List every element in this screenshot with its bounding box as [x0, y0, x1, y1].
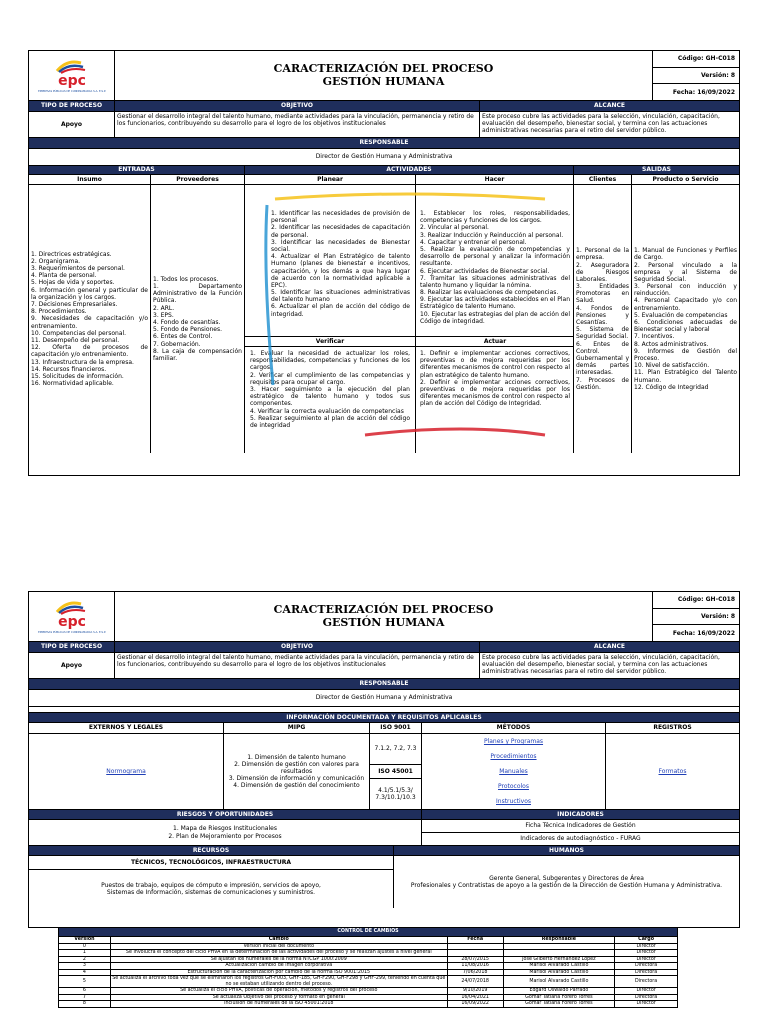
cliente-item: 7. Procesos de Gestión. [576, 376, 629, 391]
metodos-header: MÉTODOS [422, 723, 606, 734]
metodos-cell [422, 734, 606, 810]
metodo-link[interactable]: Manuales [499, 767, 528, 775]
alcance-header: ALCANCE [480, 642, 739, 653]
tipo-proceso-header: TIPO DE PROCESO [29, 101, 115, 112]
control-cambios-cell: Estructuración de la caracterización por cambio de la norma ISO 9001:2015 [111, 970, 448, 976]
tecnicos-cell [29, 856, 394, 908]
humanos-value-2: Profesionales y Contratistas de apoyo a la gestión de la Dirección de Gestión Humana y Administrativa. [410, 882, 723, 889]
control-cambios-column-header: Cambio [111, 937, 448, 943]
control-cambios-cell [504, 950, 616, 956]
hacer-item: 9. Ejecutar las actividades establecidos en el Plan Estratégico de talento Humano. [420, 296, 570, 311]
title-line-2: GESTIÓN HUMANA [322, 74, 445, 88]
actuar-cell [416, 347, 574, 453]
codigo-label: Código: GH-C018 [653, 51, 739, 68]
proveedor-item: 6. Entes de Control. [153, 333, 213, 341]
planear-item: 6. Actualizar el plan de acción del código de integridad. [271, 303, 410, 318]
indicador-item: Ficha Técnica Indicadores de Gestión [422, 820, 739, 833]
control-cambios-cell: Marisol Alvarado Castillo [504, 970, 616, 976]
cliente-item: 6. Entes de Control. Gubernamental y demás partes interesadas. [576, 340, 629, 377]
mipg-item: 4. Dimensión de gestión del conocimiento [233, 782, 360, 790]
control-cambios-cell: Director [636, 988, 656, 994]
control-cambios-cell: Directora [634, 994, 658, 1000]
fecha-label: Fecha: 16/09/2022 [672, 88, 735, 96]
title-line-2: GESTIÓN HUMANA [322, 615, 445, 629]
mipg-item: 3. Dimensión de información y comunicación [228, 775, 365, 783]
insumo-header: Insumo [29, 175, 151, 185]
actividades-header: ACTIVIDADES [245, 166, 574, 175]
control-cambios-cell: Se actualiza el archivo toda vez que se eliminaron los registros GH-F003, GHF-185, GH-F290, GH-F298 y GHF-299, teniendo en cuenta que no se estaban utilizando dentro del proceso. [111, 976, 448, 987]
control-cambios-cell: Marisol Alvarado Castillo [504, 976, 616, 987]
control-cambios-cell: 24/07/2018 [448, 976, 504, 987]
control-cambios-cell: 5 [59, 976, 111, 987]
version-label: Versión: 8 [653, 68, 739, 85]
producto-item: 12. Código de Integridad [634, 383, 709, 391]
iso-cell [370, 734, 422, 810]
metodo-link[interactable]: Planes y Programas [483, 737, 544, 745]
verificar-cell [245, 347, 416, 453]
control-cambios-cell: 7 [59, 995, 111, 1001]
insumo-item: 7. Decisiones Empresariales. [31, 301, 118, 309]
verificar-header: Verificar [245, 337, 416, 347]
insumo-item: 10. Competencias del personal. [31, 329, 127, 337]
control-cambios-column-header: Versión [59, 937, 111, 943]
producto-item: 4. Personal Capacitado y/o con entrenamiento. [634, 297, 737, 312]
insumo-item: 13. Infraestructura de la empresa. [31, 358, 134, 366]
fecha-label: Fecha: 16/09/2022 [672, 629, 735, 637]
actuar-header: Actuar [416, 337, 574, 347]
hacer-item: 5. Realizar la evaluación de competencias y desarrollo de personal y analizar la información resultante. [420, 245, 570, 268]
metodo-link[interactable]: Protocolos [498, 782, 529, 790]
proveedor-item: 8. La caja de compensación familiar. [153, 347, 242, 362]
alcance-value: Este proceso cubre las actividades para la selección, vinculación, capacitación, evaluación del desempeño, bienestar social, y termina con las actuaciones administrativas necesarias para el retiro del servidor público. [480, 653, 739, 679]
control-cambios-cell: Gomar Tatiana Forero Torres [504, 995, 616, 1001]
cliente-item: 1. Personal de la empresa. [576, 247, 629, 262]
producto-item: 7. Incentivos. [634, 333, 675, 341]
control-cambios-cell: 6 [59, 988, 111, 994]
proveedor-item: 5. Fondo de Pensiones. [153, 326, 223, 334]
clientes-header: Clientes [574, 175, 632, 185]
producto-list [632, 185, 739, 453]
insumo-item: 14. Recursos financieros. [31, 365, 107, 373]
control-cambios-cell: Actualización cambio de imagen corporativa [111, 963, 448, 969]
planear-item: 1. Identificar las necesidades de provisión de personal [271, 210, 410, 225]
iso9001-value: 7.1.2, 7.2, 7.3 [370, 734, 421, 765]
responsable-value: Director de Gestión Humana y Administrativa [29, 690, 739, 707]
insumo-item: 6. Información general y particular de la organización y los cargos. [31, 286, 148, 301]
hacer-item: 4. Capacitar y entrenar el personal. [420, 238, 527, 246]
control-cambios-column-header: Responsable [504, 937, 616, 943]
cliente-item: 3. Entidades Promotoras en Salud. [576, 283, 629, 305]
insumo-item: 3. Requerimientos de personal. [31, 265, 125, 273]
control-cambios-cell: 16/04/2021 [448, 995, 504, 1001]
hacer-items [418, 209, 572, 326]
planear-header: Planear [245, 175, 416, 185]
planear-item: 3. Identificar las necesidades de Bienestar social. [271, 238, 410, 253]
producto-item: 6. Condiciones adecuadas de Bienestar social y laboral [634, 319, 737, 334]
riesgos-items [168, 825, 281, 839]
metodo-link[interactable]: Procedimientos [490, 752, 537, 760]
verificar-item: 3. Hacer seguimiento a la ejecución del plan estratégico de talento humano y todos sus componentes. [250, 385, 410, 408]
registros-cell [606, 734, 739, 810]
control-cambios-cell: Se actualiza el ciclo PHVA, políticas de operación, métodos y registros del proceso [111, 988, 448, 994]
title-line-1: CARACTERIZACIÓN DEL PROCESO [273, 62, 494, 76]
control-cambios-cell: Se involucra el concepto del ciclo PHVA en la determinación de las actividades del proceso y se realizan ajustes a nivel general [111, 950, 448, 956]
objetivo-header: OBJETIVO [115, 101, 480, 112]
metodo-link[interactable]: Instructivos [496, 797, 531, 805]
insumo-item: 15. Solicitudes de información. [31, 372, 124, 380]
control-cambios-cell: Directora [634, 978, 658, 984]
planear-cell [245, 185, 416, 337]
verificar-items [248, 349, 412, 430]
iso45001-value: 4.1/5.1/5.3/ 7.3/10.1/10.3 [375, 786, 416, 801]
humanos-cell [394, 856, 739, 908]
registros-header: REGISTROS [606, 723, 739, 734]
control-cambios-row [59, 1001, 677, 1007]
verificar-item: 5. Realizar seguimiento al plan de acción del código de integridad [250, 414, 410, 429]
indicadores-header: INDICADORES [422, 810, 739, 820]
planear-items [269, 209, 412, 319]
sheet-header [29, 51, 739, 101]
producto-items [634, 247, 737, 391]
iso45001-header: ISO 45001 [370, 765, 421, 779]
control-cambios-cell [504, 944, 616, 950]
document-codes-2 [653, 592, 739, 642]
phva-block [245, 185, 574, 453]
control-cambios-table [58, 927, 678, 1008]
svg-text:epc: epc [57, 613, 86, 630]
insumo-item: 11. Desempeño del personal. [31, 336, 120, 344]
hacer-item: 1. Establecer los roles, responsabilidades, competencias y funciones de los cargos. [420, 210, 570, 225]
normograma-link[interactable]: Normograma [106, 767, 146, 775]
svg-text:EMPRESAS PÚBLICAS DE CUNDINAMA: EMPRESAS PÚBLICAS DE CUNDINAMARCA S.A. E.S.P. [37, 89, 106, 93]
proveedores-items [153, 276, 242, 362]
control-cambios-cell: Director [636, 950, 656, 956]
control-cambios-cell: Se actualiza Objetivo del proceso y formato en general [111, 995, 448, 1001]
mipg-header: MIPG [224, 723, 370, 734]
control-cambios-row [59, 976, 677, 988]
control-cambios-cell: 1 [59, 950, 111, 956]
responsable-header: RESPONSABLE [29, 138, 739, 149]
control-cambios-column-header: Fecha [448, 937, 504, 943]
proveedor-item: 7. Gobernación. [153, 340, 201, 348]
entradas-header: ENTRADAS [29, 166, 245, 175]
actuar-items [418, 349, 572, 409]
riesgo-item: 2. Plan de Mejoramiento por Procesos [168, 832, 282, 840]
producto-item: 1. Manual de Funciones y Perfiles de Cargo. [634, 247, 737, 262]
document-title [115, 51, 653, 101]
control-cambios-cell: 2 [59, 957, 111, 963]
externos-header: EXTERNOS Y LEGALES [29, 723, 224, 734]
alcance-header: ALCANCE [480, 101, 739, 112]
insumo-item: 1. Directrices estratégicas. [31, 250, 112, 258]
hacer-item: 6. Ejecutar actividades de Bienestar social. [420, 267, 550, 275]
riesgo-item: 1. Mapa de Riesgos Institucionales [173, 825, 277, 833]
cliente-item: 5. Sistema de Seguridad Social. [576, 326, 629, 341]
producto-item: 10. Nivel de satisfacción. [634, 362, 710, 370]
proveedor-item: 3. EPS. [153, 311, 174, 319]
control-cambios-cell: Directora [634, 969, 658, 975]
clientes-items [576, 247, 629, 391]
svg-text:EMPRESAS PÚBLICAS DE CUNDINAMA: EMPRESAS PÚBLICAS DE CUNDINAMARCA S.A. E.S.P. [37, 630, 106, 634]
tipo-proceso-value: Apoyo [29, 653, 115, 679]
insumo-list [29, 185, 151, 453]
document-title-2 [115, 592, 653, 642]
insumo-item: 16. Normatividad aplicable. [31, 380, 114, 388]
clientes-list [574, 185, 632, 453]
mipg-items [224, 754, 369, 790]
humanos-header: HUMANOS [394, 846, 739, 856]
producto-item: 11. Plan Estratégico del Talento Humano. [634, 369, 737, 384]
mipg-item: 1. Dimensión de talento humano [247, 753, 346, 761]
control-cambios-cell: 4 [59, 970, 111, 976]
tipo-proceso-value: Apoyo [29, 112, 115, 138]
company-logo-2 [29, 592, 115, 642]
proveedores-list [151, 185, 245, 453]
cliente-item: 2. Aseguradora de Riesgos Laborales. [576, 261, 629, 283]
mipg-cell [224, 734, 370, 810]
producto-item: 5. Evaluación de competencias [634, 311, 728, 319]
producto-item: 3. Personal con inducción y reinducción. [634, 283, 737, 298]
normograma-cell [29, 734, 224, 810]
control-cambios-cell: 8 [59, 1001, 111, 1007]
control-cambios-cell: Gomar Tatiana Forero Torres [504, 1001, 616, 1007]
control-cambios-cell: 3 [59, 963, 111, 969]
insumo-item: 9. Necesidades de capacitación y/o entrenamiento. [31, 315, 148, 330]
cliente-item: 4. Fondos de Pensiones y Cesantías. [576, 304, 629, 326]
control-cambios-cell: Marisol Alvarado Castillo [504, 963, 616, 969]
insumo-item: 5. Hojas de vida y soportes. [31, 279, 115, 287]
tecnicos-header: TÉCNICOS, TECNOLÓGICOS, INFRAESTRUCTURA [29, 856, 393, 870]
epc-logo-icon [37, 57, 107, 95]
indicador-item: Indicadores de autodiagnóstico - FURAG [520, 835, 641, 843]
indicadores-cell [422, 820, 739, 846]
caracterizacion-sheet-2 [28, 591, 740, 928]
insumo-items [31, 251, 148, 388]
objetivo-value: Gestionar el desarrollo integral del talento humano, mediante actividades para la vinculación, permanencia y retiro de los funcionarios, contribuyendo su desarrollo para el logro de los objetivos institucionales [115, 653, 480, 679]
alcance-value: Este proceso cubre las actividades para la selección, vinculación, capacitación, evaluación del desempeño, bienestar social, y termina con las actuaciones administrativas necesarias para el retiro del servidor público. [480, 112, 739, 138]
insumo-item: 4. Planta de personal. [31, 272, 97, 280]
control-cambios-cell: Jose Gilberto Hernandez Lopez [504, 957, 616, 963]
objetivo-header: OBJETIVO [115, 642, 480, 653]
caracterizacion-sheet-1 [28, 50, 740, 476]
hacer-item: 2. Vincular al personal. [420, 224, 489, 232]
proveedor-item: 2. ARL. [153, 304, 175, 312]
control-cambios-cell: Director [636, 1001, 656, 1007]
control-cambios-cell: 7/06/2018 [448, 970, 504, 976]
codigo-label: Código: GH-C018 [653, 592, 739, 609]
title-line-1: CARACTERIZACIÓN DEL PROCESO [273, 603, 494, 617]
control-cambios-cell: Se ajustan los numerales de la norma NTCGP 1000:2009 [111, 957, 448, 963]
control-cambios-cell: 28/07/2015 [448, 957, 504, 963]
sheet-header-2 [29, 592, 739, 642]
control-cambios-cell: Directora [634, 963, 658, 969]
iso9001-header: ISO 9001 [370, 723, 422, 734]
control-cambios-cell: Director [636, 956, 656, 962]
riesgos-header: RIESGOS Y OPORTUNIDADES [29, 810, 422, 820]
control-cambios-cell: 16/09/2022 [448, 1001, 504, 1007]
proveedor-item: 1. Departamento Administrativo de la Función Pública. [153, 283, 242, 305]
actuar-item: 2. Definir e implementar acciones correctivos, preventivas o de mejora requeridas por los diferentes mecanismos de control con respecto al plan de acción del Código de Integridad. [420, 378, 570, 408]
control-cambios-cell: Director [636, 943, 656, 949]
actuar-item: 1. Definir e implementar acciones correctivos, preventivas o de mejora requeridas por los diferentes mecanismos de control con respecto al plan estratégico de talento humano. [420, 350, 570, 379]
info-documentada-header: INFORMACIÓN DOCUMENTADA Y REQUISITOS APLICABLES [29, 713, 739, 723]
hacer-header: Hacer [416, 175, 574, 185]
control-cambios-body [59, 944, 677, 1008]
control-cambios-cell: 11/08/2016 [448, 963, 504, 969]
mipg-item: 2. Dimensión de gestión con valores para resultados [234, 760, 359, 775]
control-cambios-cell: Edgard Oswaldo Parrado [504, 988, 616, 994]
formatos-link[interactable]: Formatos [658, 767, 687, 775]
insumo-item: 12. Oferta de procesos de capacitación y/o entrenamiento. [31, 344, 148, 359]
control-cambios-cell: Versión inicial del documento [111, 944, 448, 950]
planear-item: 2. Identificar las necesidades de capacitación de personal. [271, 224, 410, 239]
objetivo-value: Gestionar el desarrollo integral del talento humano, mediante actividades para la vinculación, permanencia y retiro de los funcionarios, contribuyendo su desarrollo para el logro de los objetivos institucionales [115, 112, 480, 138]
tipo-proceso-header: TIPO DE PROCESO [29, 642, 115, 653]
version-label: Versión: 8 [653, 609, 739, 626]
hacer-item: 7. Tramitar las situaciones administrativas del talento humano y liquidar la nómina. [420, 274, 570, 289]
producto-header: Producto o Servicio [632, 175, 739, 185]
hacer-item: 8. Realizar las evaluaciones de competencias. [420, 289, 559, 297]
control-cambios-title: CONTROL DE CAMBIOS [59, 928, 677, 937]
svg-text:epc: epc [57, 72, 86, 89]
control-cambios-column-header: Cargo [638, 937, 655, 942]
responsable-header: RESPONSABLE [29, 679, 739, 690]
control-cambios-cell: 0 [59, 944, 111, 950]
company-logo [29, 51, 115, 101]
producto-item: 9. Informes de Gestión del Proceso. [634, 347, 737, 362]
control-cambios-cell: 9/10/2019 [448, 988, 504, 994]
insumo-item: 2. Organigrama. [31, 257, 81, 265]
humanos-value-1: Gerente General, Subgerentes y Directores de Área [489, 874, 644, 882]
tecnicos-value: Puestos de trabajo, equipos de cómputo e impresión, servicios de apoyo, Sistemas de Información, sistemas de comunicaciones y suministros. [101, 881, 321, 896]
insumo-item: 8. Procedimientos. [31, 308, 87, 316]
responsable-value: Director de Gestión Humana y Administrativa [29, 149, 739, 166]
epc-logo-icon [37, 598, 107, 636]
producto-item: 2. Personal vinculado a la empresa y al Sistema de Seguridad Social. [634, 261, 737, 283]
planear-item: 5. Identificar las situaciones administrativas del talento humano [271, 289, 410, 304]
producto-item: 8. Actos administrativos. [634, 340, 709, 348]
verificar-item: 2. Verificar el cumplimiento de las competencias y requisitos para ocupar el cargo. [250, 371, 410, 386]
salidas-header: SALIDAS [574, 166, 739, 175]
hacer-cell [416, 185, 574, 337]
verificar-item: 4. Verificar la correcta evaluación de competencias [250, 407, 404, 415]
control-cambios-cell [448, 944, 504, 950]
proveedor-item: 1. Todos los procesos. [153, 275, 219, 283]
hacer-item: 3. Realizar Inducción y Reinducción al personal. [420, 231, 564, 239]
control-cambios-cell [448, 950, 504, 956]
proveedor-item: 4. Fondo de cesantías. [153, 319, 221, 326]
planear-item: 4. Actualizar el Plan Estratégico de talento Humano (planes de bienestar e incentivos, capacitación, y los demás a que haya lugar de acuerdo con la normatividad aplicable a EPC). [271, 253, 410, 289]
proveedores-header: Proveedores [151, 175, 245, 185]
document-codes [653, 51, 739, 101]
verificar-item: 1. Evaluar la necesidad de actualizar los roles, responsabilidades, competencias y funciones de los cargos. [250, 350, 410, 372]
recursos-header: RECURSOS [29, 846, 394, 856]
control-cambios-cell: Inclusion de numerales de la ISO 45001:2018 [111, 1001, 448, 1007]
riesgos-cell [29, 820, 422, 846]
hacer-item: 10. Ejecutar las estrategias del plan de acción del Código de integridad. [420, 310, 570, 325]
